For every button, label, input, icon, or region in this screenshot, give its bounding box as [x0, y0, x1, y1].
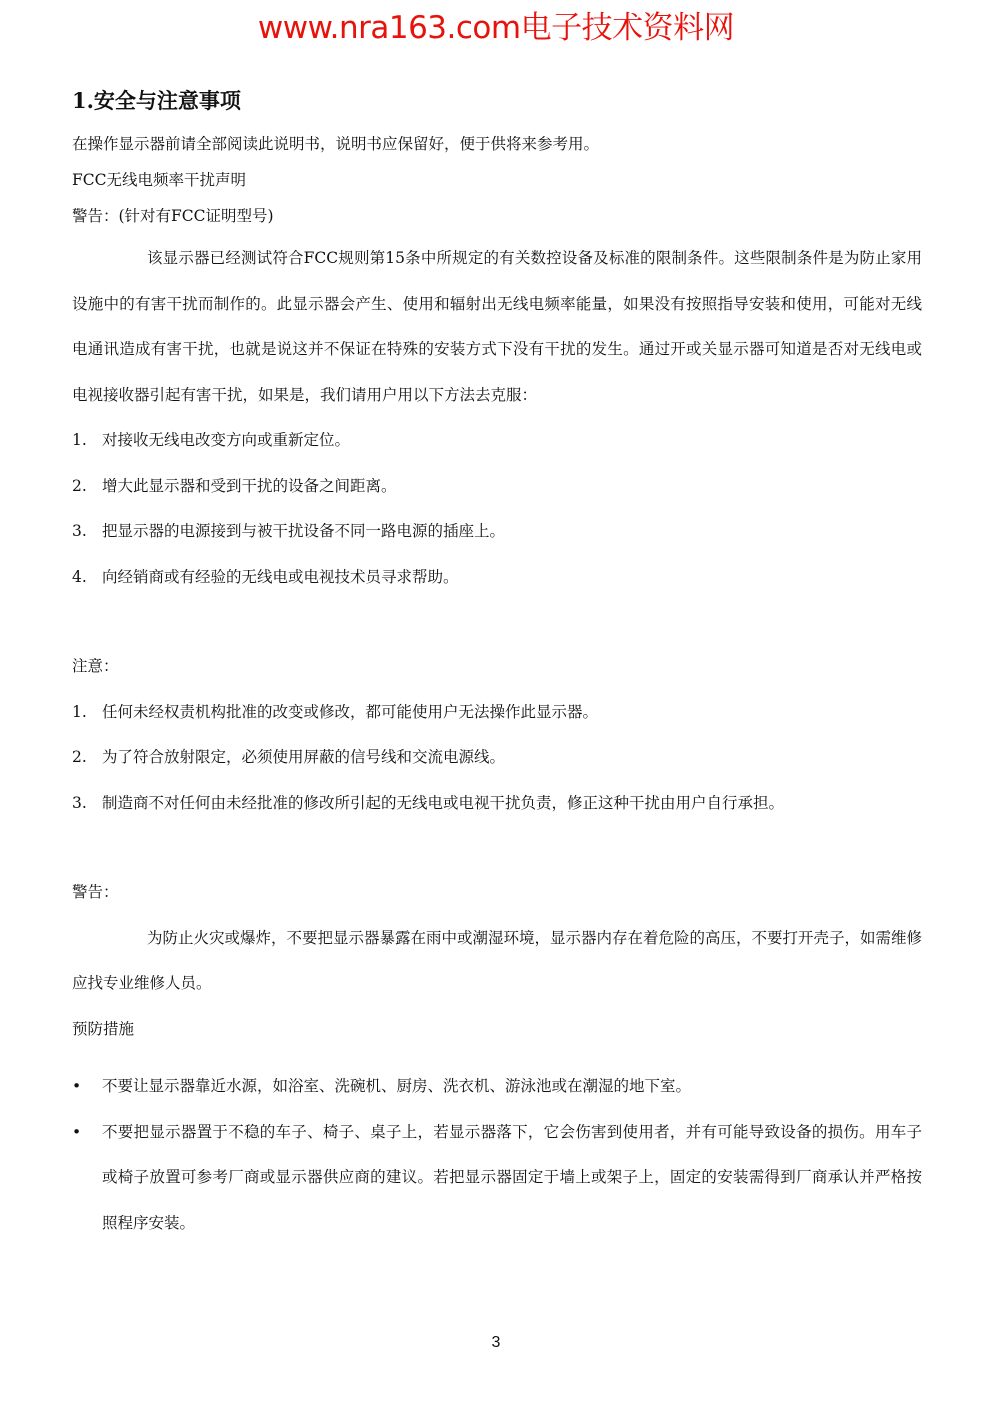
intro-text: 在操作显示器前请全部阅读此说明书，说明书应保留好，便于供将来参考用。: [72, 135, 600, 153]
prevention-list: [72, 1064, 922, 1246]
list-text: 任何未经权责机构批准的改变或修改，都可能使用户无法操作此显示器。: [102, 702, 599, 721]
list-text: 为了符合放射限定，必须使用屏蔽的信号线和交流电源线。: [102, 748, 506, 766]
bullet-icon: •: [72, 1122, 82, 1141]
list-number: 2.: [72, 748, 87, 766]
list-number: 4.: [72, 567, 87, 586]
list-number: 2.: [72, 476, 87, 495]
fcc-title: FCC无线电频率干扰声明: [72, 171, 246, 189]
list-number: 3.: [72, 793, 87, 812]
list-item: [72, 464, 922, 510]
fcc-steps-list: [72, 418, 922, 600]
page-number: 3: [491, 1334, 501, 1351]
list-number: 3.: [72, 522, 87, 540]
list-item: [72, 509, 922, 555]
list-item: [72, 1064, 922, 1110]
list-item: [72, 418, 922, 464]
page-content: [72, 86, 922, 1246]
list-item: [72, 1110, 922, 1247]
section-title: 1.安全与注意事项: [72, 88, 241, 113]
bullet-icon: •: [72, 1077, 82, 1095]
warning-paragraph: 为防止火灾或爆炸，不要把显示器暴露在雨中或潮湿环境，显示器内存在着危险的高压，不要打开壳子，如需维修应找专业维修人员。: [72, 928, 923, 992]
list-text: 制造商不对任何由未经批准的修改所引起的无线电或电视干扰负责，修正这种干扰由用户自行承担。: [102, 793, 785, 812]
list-item: [72, 555, 922, 601]
notice-list: [72, 690, 922, 827]
site-watermark: www.nra163.com电子技术资料网: [257, 10, 735, 46]
list-item: [72, 781, 922, 827]
warning-label: 警告：: [72, 883, 119, 901]
notice-label: 注意：: [72, 657, 119, 675]
list-item: [72, 690, 922, 736]
fcc-warning-label: 警告：(针对有FCC证明型号): [72, 207, 274, 225]
list-item: [72, 735, 922, 781]
fcc-paragraph: 该显示器已经测试符合FCC规则第15条中所规定的有关数控设备及标准的限制条件。这些限制条件是为防止家用设施中的有害干扰而制作的。此显示器会产生、使用和辐射出无线电频率能量，如果没有按照指导安装和使用，可能对无线电通讯造成有害干扰，也就是说这并不保证在特殊的安装方式下没有干扰的发生。通过开或关显示器可知道是否对无线电或电视接收器引起有害干扰，如果是，我们请用户用以下方法去克服：: [72, 249, 922, 404]
list-text: 增大此显示器和受到干扰的设备之间距离。: [102, 476, 397, 495]
list-text: 对接收无线电改变方向或重新定位。: [102, 431, 351, 449]
list-text: 向经销商或有经验的无线电或电视技术员寻求帮助。: [102, 567, 459, 586]
list-number: 1.: [72, 431, 87, 449]
list-text: 不要把显示器置于不稳的车子、椅子、桌子上，若显示器落下，它会伤害到使用者，并有可能导致设备的损伤。用车子或椅子放置可参考厂商或显示器供应商的建议。若把显示器固定于墙上或架子上，固定的安装需得到厂商承认并严格按照程序安装。: [102, 1122, 922, 1232]
list-number: 1.: [72, 702, 87, 721]
prevention-label: 预防措施: [72, 1019, 135, 1038]
list-text: 把显示器的电源接到与被干扰设备不同一路电源的插座上。: [102, 522, 506, 540]
list-text: 不要让显示器靠近水源，如浴室、洗碗机、厨房、洗衣机、游泳池或在潮湿的地下室。: [102, 1077, 692, 1095]
